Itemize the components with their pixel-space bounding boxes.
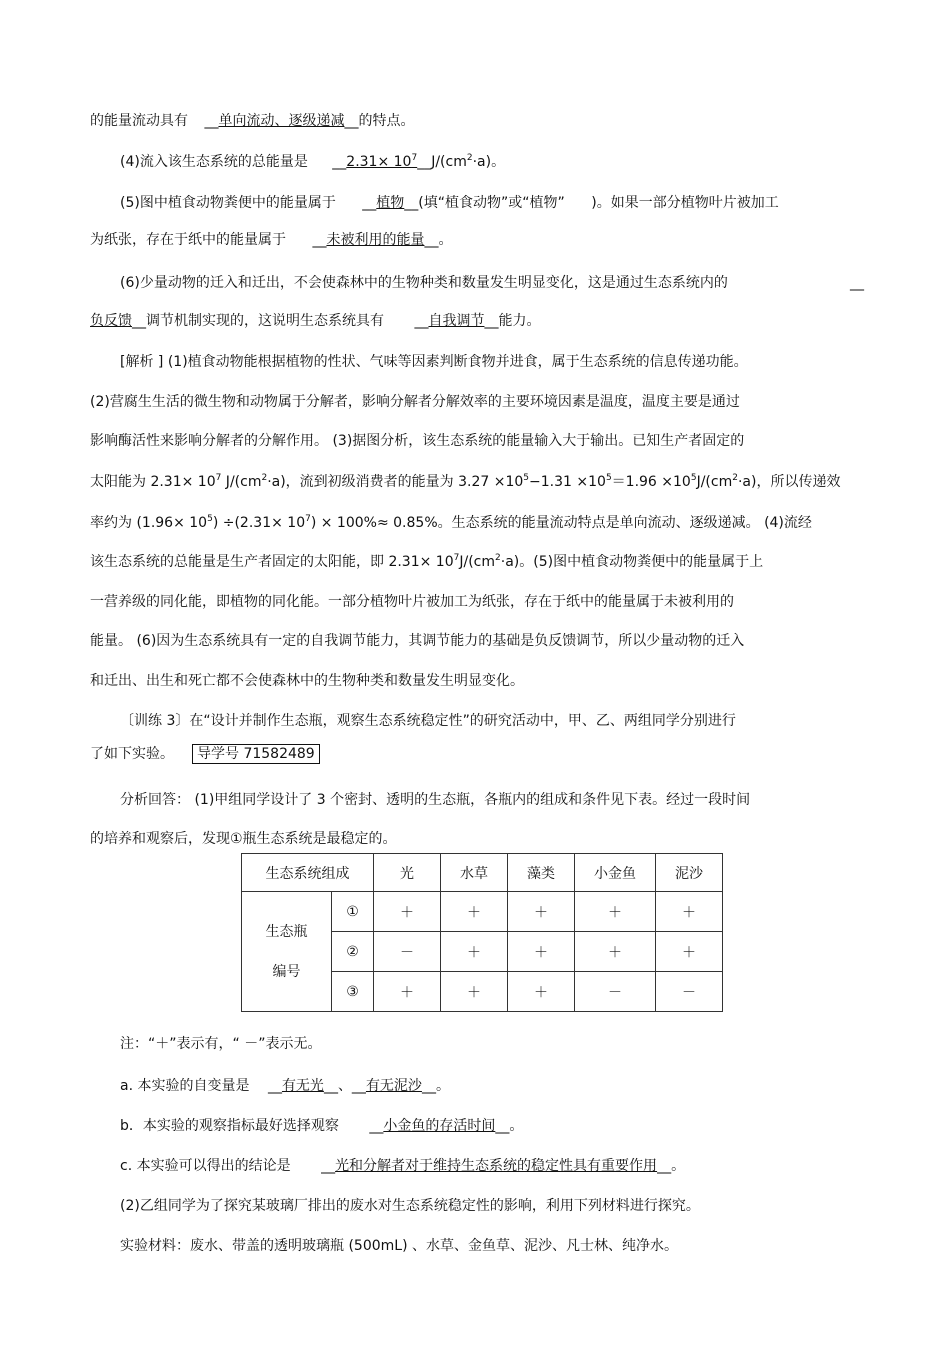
text: 的能量流动具有 bbox=[90, 113, 188, 129]
exponent: 7 bbox=[305, 514, 311, 524]
text: ·a)。(5)图中植食动物粪便中的能量属于上 bbox=[500, 554, 764, 570]
blank: __ bbox=[204, 113, 219, 129]
analysis-line1 bbox=[120, 352, 748, 372]
text: [解析 ] (1)植食动物能根据植物的性状、气味等因素判断食物并进食，属于生态系统的信息传递功能。 bbox=[120, 354, 748, 370]
text: __调节机制实现的，这说明生态系统具有 bbox=[132, 313, 384, 329]
analysis-line4 bbox=[90, 472, 840, 492]
text: ) ÷(2.31× 10 bbox=[212, 515, 306, 531]
q1-line1 bbox=[120, 790, 750, 810]
question-4 bbox=[120, 152, 505, 172]
row-label: 编号 bbox=[272, 963, 301, 980]
text: ·a)，所以传递效 bbox=[737, 474, 841, 490]
text: 该生态系统的总能量是生产者固定的太阳能，即 2.31× 10 bbox=[90, 554, 454, 570]
text: b．本实验的观察指标最好选择观察 bbox=[120, 1118, 339, 1134]
table-header-cell: 泥沙 bbox=[656, 854, 723, 892]
blank: __ bbox=[362, 195, 377, 211]
text: J/(cm bbox=[459, 554, 496, 570]
text: ·a)。 bbox=[472, 154, 506, 170]
text: )。如果一部分植物叶片被加工 bbox=[591, 195, 779, 211]
exponent: 5 bbox=[690, 473, 697, 483]
text: 率约为 (1.96× 10 bbox=[90, 515, 208, 531]
text: __、__ bbox=[323, 1078, 366, 1094]
row-label: 生态瓶 bbox=[265, 923, 308, 940]
text: __。 bbox=[657, 1158, 686, 1174]
exponent: 5 bbox=[207, 514, 213, 524]
answer: 有无光 bbox=[281, 1078, 324, 1094]
exponent: 2 bbox=[261, 473, 268, 483]
text: J/(cm bbox=[696, 474, 733, 490]
text: __。 bbox=[495, 1118, 524, 1134]
text: 的培养和观察后，发现①瓶生态系统是最稳定的。 bbox=[90, 831, 397, 847]
question-6-line1 bbox=[120, 273, 728, 293]
text: 太阳能为 2.31× 10 bbox=[90, 474, 216, 490]
exponent: 2 bbox=[495, 553, 501, 563]
analysis-line9 bbox=[90, 671, 524, 691]
answer bbox=[346, 154, 417, 170]
text: c. 本实验可以得出的结论是 bbox=[120, 1158, 291, 1174]
training-line1 bbox=[120, 711, 736, 731]
table-cell: ＋ bbox=[508, 892, 575, 932]
answer: 小金鱼的存活时间 bbox=[383, 1118, 496, 1134]
question-2 bbox=[120, 1196, 700, 1216]
question-5-line2 bbox=[90, 230, 452, 250]
q1-line2 bbox=[90, 829, 397, 849]
answer: 负反馈 bbox=[90, 313, 132, 329]
table-row bbox=[242, 892, 723, 932]
table-cell: ＋ bbox=[656, 932, 723, 972]
table-header-cell: 小金鱼 bbox=[575, 854, 656, 892]
bottle-id: ③ bbox=[332, 972, 374, 1012]
blank: __ bbox=[267, 1078, 282, 1094]
bottle-id: ② bbox=[332, 932, 374, 972]
exponent: 7 bbox=[411, 153, 418, 163]
training-line2 bbox=[90, 744, 320, 764]
blank: __ bbox=[332, 154, 347, 170]
text: ·a)，流到初级消费者的能量为 3.27 ×10 bbox=[267, 474, 524, 490]
materials-line bbox=[120, 1236, 678, 1256]
text: ＝1.96 ×10 bbox=[611, 474, 691, 490]
analysis-line6 bbox=[90, 552, 763, 572]
table-header-cell: 水草 bbox=[441, 854, 508, 892]
analysis-line5 bbox=[90, 513, 812, 533]
guide-number-box: 导学号 71582489 bbox=[192, 744, 320, 764]
table-cell: ＋ bbox=[575, 892, 656, 932]
text: J/(cm bbox=[221, 474, 262, 490]
text: 为纸张，存在于纸中的能量属于 bbox=[90, 232, 286, 248]
exponent: 2 bbox=[732, 473, 738, 483]
table-cell: ＋ bbox=[374, 972, 441, 1012]
analysis-line7 bbox=[90, 592, 734, 612]
blank: __ bbox=[850, 275, 864, 291]
text: 了如下实验。 bbox=[90, 746, 174, 762]
text: (5)图中植食动物粪便中的能量属于 bbox=[120, 195, 336, 211]
text: 影响酶活性来影响分解者的分解作用。 (3)据图分析，该生态系统的能量输入大于输出。已知生产者固定的 bbox=[90, 433, 745, 449]
table-header-cell: 生态系统组成 bbox=[242, 854, 374, 892]
exponent: 5 bbox=[605, 473, 612, 483]
table-cell: ＋ bbox=[441, 932, 508, 972]
text: 一营养级的同化能，即植物的同化能。一部分植物叶片被加工为纸张，存在于纸中的能量属于未被利用的 bbox=[90, 594, 734, 610]
table-cell: － bbox=[374, 932, 441, 972]
text: (2)乙组同学为了探究某玻璃厂排出的废水对生态系统稳定性的影响，利用下列材料进行探究。 bbox=[120, 1198, 700, 1214]
exponent: 7 bbox=[453, 553, 460, 563]
text: (4)流入该生态系统的总能量是 bbox=[120, 154, 308, 170]
text: a. 本实验的自变量是 bbox=[120, 1078, 250, 1094]
exponent: 2 bbox=[466, 153, 473, 163]
analysis-line8 bbox=[90, 631, 744, 651]
answer-base: 2.31× 10 bbox=[346, 154, 412, 170]
table-cell: ＋ bbox=[575, 932, 656, 972]
text: __的特点。 bbox=[344, 113, 415, 129]
answer: 自我调节 bbox=[428, 313, 485, 329]
text: 分析回答： (1)甲组同学设计了 3 个密封、透明的生态瓶，各瓶内的组成和条件见下表。经过一段时间 bbox=[120, 792, 751, 808]
table-cell: ＋ bbox=[656, 892, 723, 932]
exponent: 5 bbox=[523, 473, 530, 483]
table-cell: ＋ bbox=[508, 932, 575, 972]
text: __(填“植食动物”或“植物” bbox=[404, 195, 565, 211]
ecosystem-bottle-table bbox=[241, 853, 723, 1012]
blank: __ bbox=[369, 1118, 384, 1134]
table-cell: ＋ bbox=[441, 892, 508, 932]
answer: 光和分解者对于维持生态系统的稳定性具有重要作用 bbox=[335, 1158, 658, 1174]
table-cell: － bbox=[656, 972, 723, 1012]
blank: __ bbox=[312, 232, 327, 248]
table-cell: ＋ bbox=[374, 892, 441, 932]
table-cell: ＋ bbox=[441, 972, 508, 1012]
analysis-line3 bbox=[90, 431, 744, 451]
text: −1.31 ×10 bbox=[529, 474, 606, 490]
text: (2)营腐生生活的微生物和动物属于分解者，影响分解者分解效率的主要环境因素是温度，温度主要是通过 bbox=[90, 394, 740, 410]
blank: __ bbox=[414, 313, 429, 329]
text: __J/(cm bbox=[417, 154, 467, 170]
question-a bbox=[120, 1076, 450, 1096]
answer: 植物 bbox=[376, 195, 405, 211]
question-5-line1 bbox=[120, 193, 779, 213]
table-header-row bbox=[242, 854, 723, 892]
question-c bbox=[120, 1156, 685, 1176]
answer: 未被利用的能量 bbox=[326, 232, 425, 248]
table-header-cell: 光 bbox=[374, 854, 441, 892]
table-note bbox=[120, 1034, 321, 1054]
text: 实验材料：废水、带盖的透明玻璃瓶 (500mL) 、水草、金鱼草、泥沙、凡士林、纯净水。 bbox=[120, 1238, 678, 1254]
table-cell: ＋ bbox=[508, 972, 575, 1012]
text: (6)少量动物的迁入和迁出，不会使森林中的生物种类和数量发生明显变化，这是通过生态系统内的 bbox=[120, 275, 728, 291]
question-6-line2 bbox=[90, 311, 540, 331]
bottle-id: ① bbox=[332, 892, 374, 932]
table-header-cell: 藻类 bbox=[508, 854, 575, 892]
text: 能量。 (6)因为生态系统具有一定的自我调节能力，其调节能力的基础是负反馈调节，所以少量动物的迁入 bbox=[90, 633, 745, 649]
answer: 有无泥沙 bbox=[365, 1078, 422, 1094]
row-label-cell bbox=[242, 892, 332, 1012]
question-6-blank bbox=[850, 273, 864, 293]
answer: 单向流动、逐级递减 bbox=[218, 113, 345, 129]
blank: __ bbox=[321, 1158, 336, 1174]
text: __。 bbox=[424, 232, 453, 248]
text: 和迁出、出生和死亡都不会使森林中的生物种类和数量发生明显变化。 bbox=[90, 673, 524, 689]
analysis-line2 bbox=[90, 392, 740, 412]
text: 〔训练 3〕在“设计并制作生态瓶，观察生态系统稳定性”的研究活动中，甲、乙、两组同学分别进行 bbox=[120, 713, 736, 729]
text: ) × 100%≈ 0.85%。生态系统的能量流动特点是单向流动、逐级递减。 (4)流经 bbox=[310, 515, 812, 531]
exponent: 7 bbox=[215, 473, 222, 483]
text: __。 bbox=[421, 1078, 450, 1094]
table-cell: － bbox=[575, 972, 656, 1012]
text: __能力。 bbox=[484, 313, 541, 329]
text: 注：“＋”表示有，“ －”表示无。 bbox=[120, 1036, 322, 1052]
answer-line-energy-flow bbox=[90, 111, 414, 131]
question-b bbox=[120, 1116, 523, 1136]
